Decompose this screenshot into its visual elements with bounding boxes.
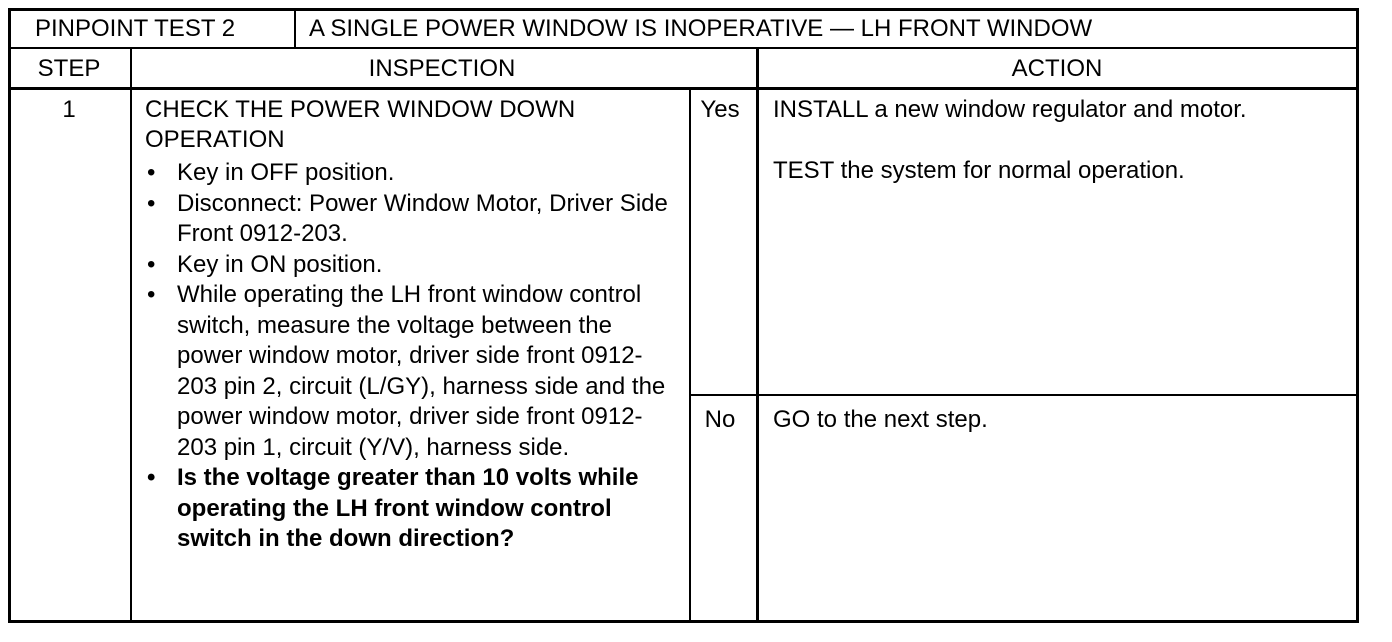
inspection-step-text: Disconnect: Power Window Motor, Driver Side Front 0912-203. (177, 189, 668, 247)
header-row-divider (11, 87, 1356, 90)
inspection-question-text: Is the voltage greater than 10 volts while operating the LH front window control switch in the down direction? (177, 464, 639, 552)
test-title: A SINGLE POWER WINDOW IS INOPERATIVE — LH FRONT WINDOW (309, 15, 1093, 42)
inspection-steps-list (143, 158, 678, 555)
step-column-header: STEP (37, 55, 101, 82)
inspection-column-header: INSPECTION (368, 55, 516, 82)
inspection-step-text: Key in OFF position. (177, 159, 395, 186)
inspection-answer-divider (689, 90, 691, 620)
list-item (143, 189, 678, 250)
yes-action-line2: TEST the system for normal operation. (773, 157, 1185, 184)
list-item (143, 280, 678, 463)
bullet-icon: • (147, 464, 156, 491)
inspection-heading-line2: OPERATION (145, 126, 285, 153)
bullet-icon: • (147, 250, 156, 278)
list-item (143, 250, 678, 281)
no-label: No (704, 406, 736, 433)
title-label-divider (294, 11, 296, 47)
inspection-heading-line1: CHECK THE POWER WINDOW DOWN (145, 96, 576, 123)
yes-action-line1: INSTALL a new window regulator and motor. (773, 96, 1247, 123)
action-column-header: ACTION (1011, 55, 1103, 82)
yes-label: Yes (700, 96, 740, 123)
action-column-divider (756, 47, 759, 620)
list-item (143, 463, 678, 555)
list-item (143, 158, 678, 189)
step-column-divider (130, 47, 132, 620)
inspection-step-text: Key in ON position. (177, 250, 383, 278)
inspection-step-text: While operating the LH front window control switch, measure the voltage between the power window motor, driver side front 0912-203 pin 2, circuit (L/GY), harness side and the power window motor, driver side front 0912-203 pin 1, circuit (Y/V), harness side. (177, 281, 666, 461)
yes-no-divider (689, 394, 1356, 396)
bullet-icon: • (147, 281, 156, 308)
step-number: 1 (62, 96, 76, 123)
test-label: PINPOINT TEST 2 (35, 15, 236, 42)
title-row-divider (11, 47, 1356, 49)
no-action: GO to the next step. (773, 406, 988, 433)
bullet-icon: • (147, 159, 156, 186)
bullet-icon: • (147, 189, 156, 217)
